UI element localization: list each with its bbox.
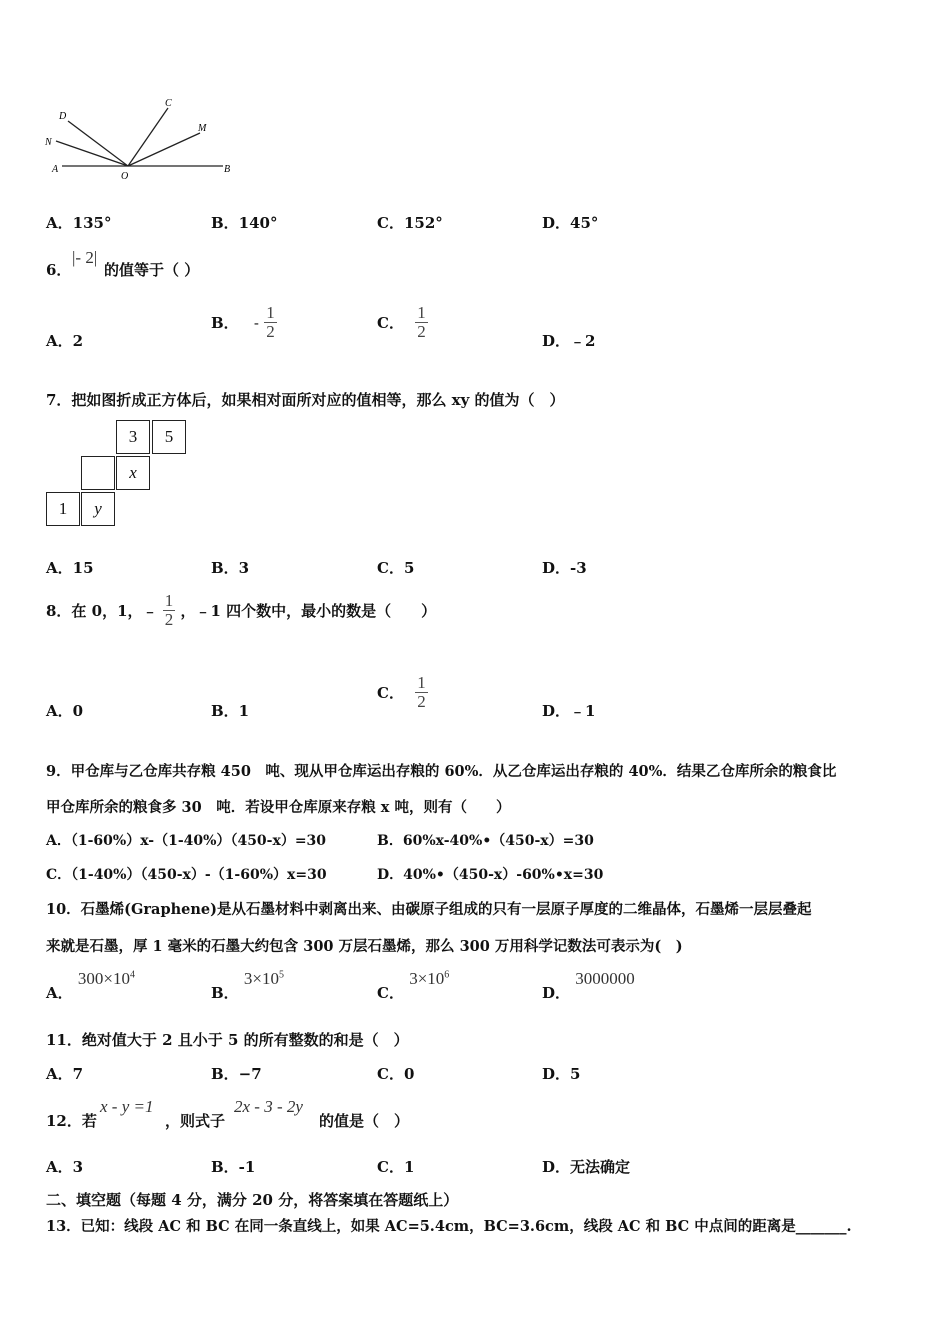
- q10-option-b-base: 3×10: [243, 969, 280, 988]
- q8-option-b[interactable]: B．1: [211, 702, 250, 720]
- q8-numerator: 1: [164, 591, 174, 610]
- q8-prefix: 8．在 0，1，﹣: [46, 602, 158, 620]
- q10-option-c[interactable]: [377, 968, 450, 1002]
- q6-option-b-sign: -: [253, 313, 259, 332]
- q12-option-d[interactable]: D．无法确定: [542, 1158, 631, 1176]
- q9-option-b[interactable]: B．60%x-40%•（450-x）=30: [377, 833, 594, 849]
- q8-option-c-denominator: 2: [417, 692, 426, 711]
- q12-mid: ，则式子: [165, 1112, 226, 1130]
- q6-option-b[interactable]: [211, 304, 277, 341]
- q10-line2: 来就是石墨，厚 1 毫米的石墨大约包含 300 万层石墨烯，那么 300 万用科学记数法可表示为( ): [46, 938, 683, 955]
- q8-denominator: 2: [164, 610, 174, 629]
- cube-cell-x: x: [116, 456, 150, 490]
- q10-option-c-base: 3×10: [409, 969, 445, 988]
- label-o: O: [121, 171, 129, 182]
- q9-line2: 甲仓库所余的粮食多 30 吨．若设甲仓库原来存粮 x 吨，则有（ ）: [46, 799, 511, 816]
- q6-option-c-prefix: C．: [377, 314, 404, 332]
- label-d: D: [59, 111, 67, 122]
- q10-option-b-value: [244, 969, 284, 988]
- label-a: A: [52, 164, 59, 175]
- q8-option-c-numerator: 1: [417, 673, 426, 692]
- q8-fraction: [163, 592, 176, 629]
- q8-option-a[interactable]: A．0: [46, 702, 84, 720]
- q7-option-a[interactable]: A．15: [46, 559, 94, 577]
- q8-option-d[interactable]: D．﹣1: [542, 702, 596, 720]
- q10-option-c-exp: 6: [444, 969, 450, 981]
- q9-option-a[interactable]: A．（1-60%）x-（1-40%）（450-x）=30: [46, 833, 327, 849]
- q10-option-b[interactable]: [211, 968, 285, 1002]
- q11-option-b[interactable]: B．−7: [211, 1065, 262, 1083]
- q6-number: 6．: [46, 261, 72, 279]
- label-m: M: [198, 123, 207, 134]
- q12-condition: x - y =1: [100, 1097, 154, 1116]
- q6-option-c[interactable]: [377, 304, 428, 341]
- q12-option-c[interactable]: C．1: [377, 1158, 415, 1176]
- q10-option-c-value: [409, 969, 449, 988]
- q7-text: 7．把如图折成正方体后，如果相对面所对应的值相等，那么 xy 的值为（ ）: [46, 391, 565, 409]
- q11-option-a[interactable]: A．7: [46, 1065, 84, 1083]
- q10-option-d-prefix: D．: [542, 984, 571, 1002]
- q10-option-a-base: 300×10: [77, 969, 130, 988]
- q8-option-c-fraction: [415, 674, 428, 711]
- q8-option-c-prefix: C．: [377, 684, 404, 702]
- q10-line1: 10．石墨烯(Graphene)是从石墨材料中剥离出来、由碳原子组成的只有一层原子厚度的二维晶体，石墨烯一层层叠起: [46, 901, 812, 918]
- q5-option-d[interactable]: D．45°: [542, 214, 599, 232]
- q7-option-b[interactable]: B．3: [211, 559, 250, 577]
- angle-figure: [40, 95, 240, 185]
- q10-option-d[interactable]: [542, 968, 635, 1002]
- label-c: C: [165, 98, 172, 109]
- q10-option-a-exp: 4: [129, 969, 135, 981]
- q10-option-a[interactable]: [46, 968, 135, 1002]
- q5-option-c[interactable]: C．152°: [377, 214, 443, 232]
- ray-od: [68, 121, 128, 166]
- q6-option-d[interactable]: D．﹣2: [542, 332, 596, 350]
- q10-option-b-prefix: B．: [211, 984, 239, 1002]
- q6-option-b-denominator: 2: [266, 322, 275, 341]
- q6-abs-expression: |- 2|: [72, 248, 98, 267]
- q10-option-d-value: 3000000: [575, 969, 635, 988]
- q12-expression: 2x - 3 - 2y: [234, 1097, 303, 1116]
- q6-text: 的值等于（ ）: [104, 261, 200, 279]
- q11-option-c[interactable]: C．0: [377, 1065, 415, 1083]
- q12-option-a[interactable]: A．3: [46, 1158, 84, 1176]
- q11-option-d[interactable]: D．5: [542, 1065, 581, 1083]
- q9-line1: 9．甲仓库与乙仓库共存粮 450 吨、现从甲仓库运出存粮的 60%．从乙仓库运出存粮的 40%．结果乙仓库所余的粮食比: [46, 763, 837, 780]
- q10-option-a-prefix: A．: [46, 984, 73, 1002]
- q10-option-c-prefix: C．: [377, 984, 404, 1002]
- cube-net: [46, 420, 191, 530]
- q7-option-d[interactable]: D．-3: [542, 559, 587, 577]
- q8-question: [46, 592, 436, 629]
- q6-option-a[interactable]: A．2: [46, 332, 84, 350]
- q9-option-d[interactable]: D．40%•（450-x）-60%•x=30: [377, 867, 604, 883]
- q8-suffix: ，﹣1 四个数中，最小的数是（ ）: [180, 602, 437, 620]
- label-b: B: [224, 164, 231, 175]
- label-n: N: [45, 137, 52, 148]
- q6-option-c-denominator: 2: [417, 322, 426, 341]
- q12-prefix: 12．若: [46, 1112, 97, 1130]
- cube-cell-5: 5: [152, 420, 186, 454]
- q10-option-b-exp: 5: [279, 969, 285, 981]
- q9-option-c[interactable]: C．（1-40%）（450-x）-（1-60%）x=30: [46, 867, 327, 883]
- ray-on: [56, 141, 128, 166]
- section-heading: 二、填空题（每题 4 分，满分 20 分，将答案填在答题纸上）: [46, 1191, 459, 1209]
- cube-cell-blank: [81, 456, 115, 490]
- q6-option-b-prefix: B．: [211, 314, 239, 332]
- q12-suffix: 的值是（ ）: [319, 1112, 410, 1130]
- q5-option-a[interactable]: A．135°: [46, 214, 112, 232]
- cube-cell-1: 1: [46, 492, 80, 526]
- q8-option-c[interactable]: [377, 674, 428, 711]
- q11-text: 11．绝对值大于 2 且小于 5 的所有整数的和是（ ）: [46, 1031, 409, 1049]
- cube-cell-y: y: [81, 492, 115, 526]
- q6-option-b-numerator: 1: [266, 303, 275, 322]
- q13-text: 13．已知：线段 AC 和 BC 在同一条直线上，如果 AC=5.4cm，BC=3.6cm，线段 AC 和 BC 中点间的距离是_______.: [46, 1218, 852, 1235]
- q5-option-b[interactable]: B．140°: [211, 214, 278, 232]
- q6-option-b-fraction: [264, 304, 277, 341]
- q7-option-c[interactable]: C．5: [377, 559, 415, 577]
- cube-cell-3: 3: [116, 420, 150, 454]
- q10-option-a-value: [78, 969, 135, 988]
- q12-option-b[interactable]: B．-1: [211, 1158, 256, 1176]
- q6-option-c-numerator: 1: [417, 303, 426, 322]
- q6-option-c-fraction: [415, 304, 428, 341]
